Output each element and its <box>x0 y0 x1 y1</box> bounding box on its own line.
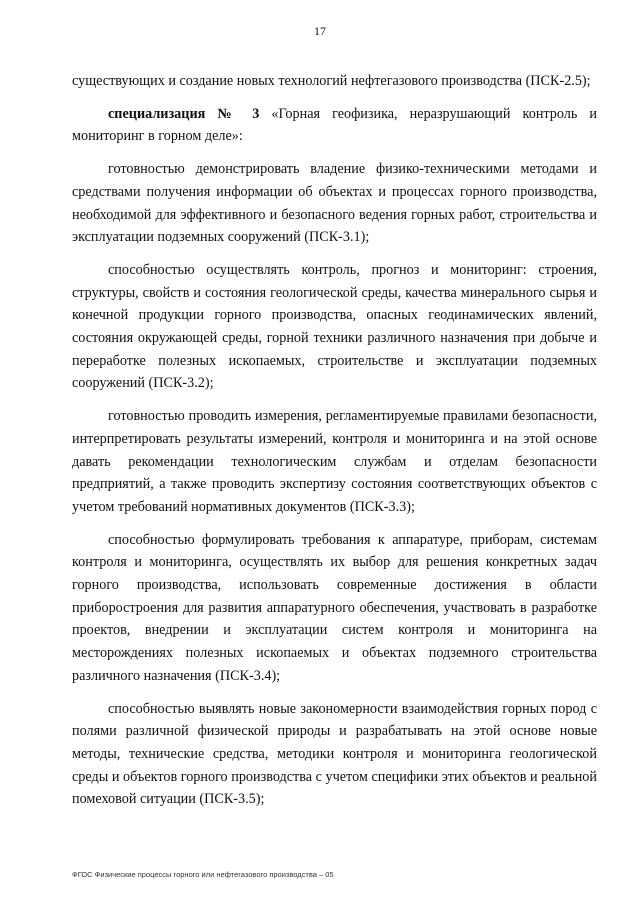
paragraph-text: готовностью проводить измерения, регламентируемые правилами безопасности, интерпретировать результаты измерений, контроля и мониторинга и на этой основе давать рекомендации технологическим службам и отделам безопасности предприятий, а также проводить экспертизу состояния соответствующих объектов с учетом требований нормативных документов (ПСК-3.3); <box>72 408 597 515</box>
paragraph-text: способностью выявлять новые закономерности взаимодействия горных пород с полями различной физической природы и разрабатывать на этой основе новые методы, технические средства, методики контроля и мониторинга геологической среды и объектов горного производства с учетом специфики этих объектов и реальной помеховой ситуации (ПСК-3.5); <box>72 700 597 808</box>
specialization-title: «Горная геофизика, неразрушающий контроль и мониторинг в горном деле»: <box>72 105 597 145</box>
competency-psk-3-3 <box>72 405 597 519</box>
paragraph-text: существующих и создание новых технологий нефтегазового производства (ПСК-2.5); <box>72 73 591 89</box>
competency-psk-3-1 <box>72 158 597 249</box>
competency-psk-3-5 <box>72 698 597 812</box>
page-number: 17 <box>314 24 326 38</box>
specialization-heading <box>72 103 597 148</box>
paragraph-continuation <box>72 70 597 93</box>
specialization-label: специализация № 3 <box>108 105 260 122</box>
competency-psk-3-2 <box>72 259 597 395</box>
paragraph-text: способностью осуществлять контроль, прогноз и мониторинг: строения, структуры, свойств и состояния геологической среды, качества минерального сырья и конечной продукции горного производства, опасных геодинамических явлений, состояния окружающей среды, горной техники различного назначения при добыче и переработке полезных ископаемых, строительстве и эксплуатации подземных сооружений (ПСК-3.2); <box>72 261 597 392</box>
document-body <box>72 70 597 811</box>
paragraph-text: готовностью демонстрировать владение физико-техническими методами и средствами получения информации об объектах и процессах горного производства, необходимой для эффективного и безопасного ведения горных работ, строительства и эксплуатации подземных сооружений (ПСК-3.1); <box>72 161 597 246</box>
paragraph-text: способностью формулировать требования к аппаратуре, приборам, системам контроля и мониторинга, осуществлять их выбор для решения конкретных задач горного производства, использовать современные достижения в области приборостроения для развития аппаратурного обеспечения, участвовать в разработке проектов, внедрении и эксплуатации систем контроля и мониторинга на месторождениях полезных ископаемых и объектах подземного строительства различного назначения (ПСК-3.4); <box>72 531 597 684</box>
competency-psk-3-4 <box>72 529 597 688</box>
page-footer: ФГОС Физические процессы горного или нефтегазового производства – 05 <box>72 870 334 879</box>
